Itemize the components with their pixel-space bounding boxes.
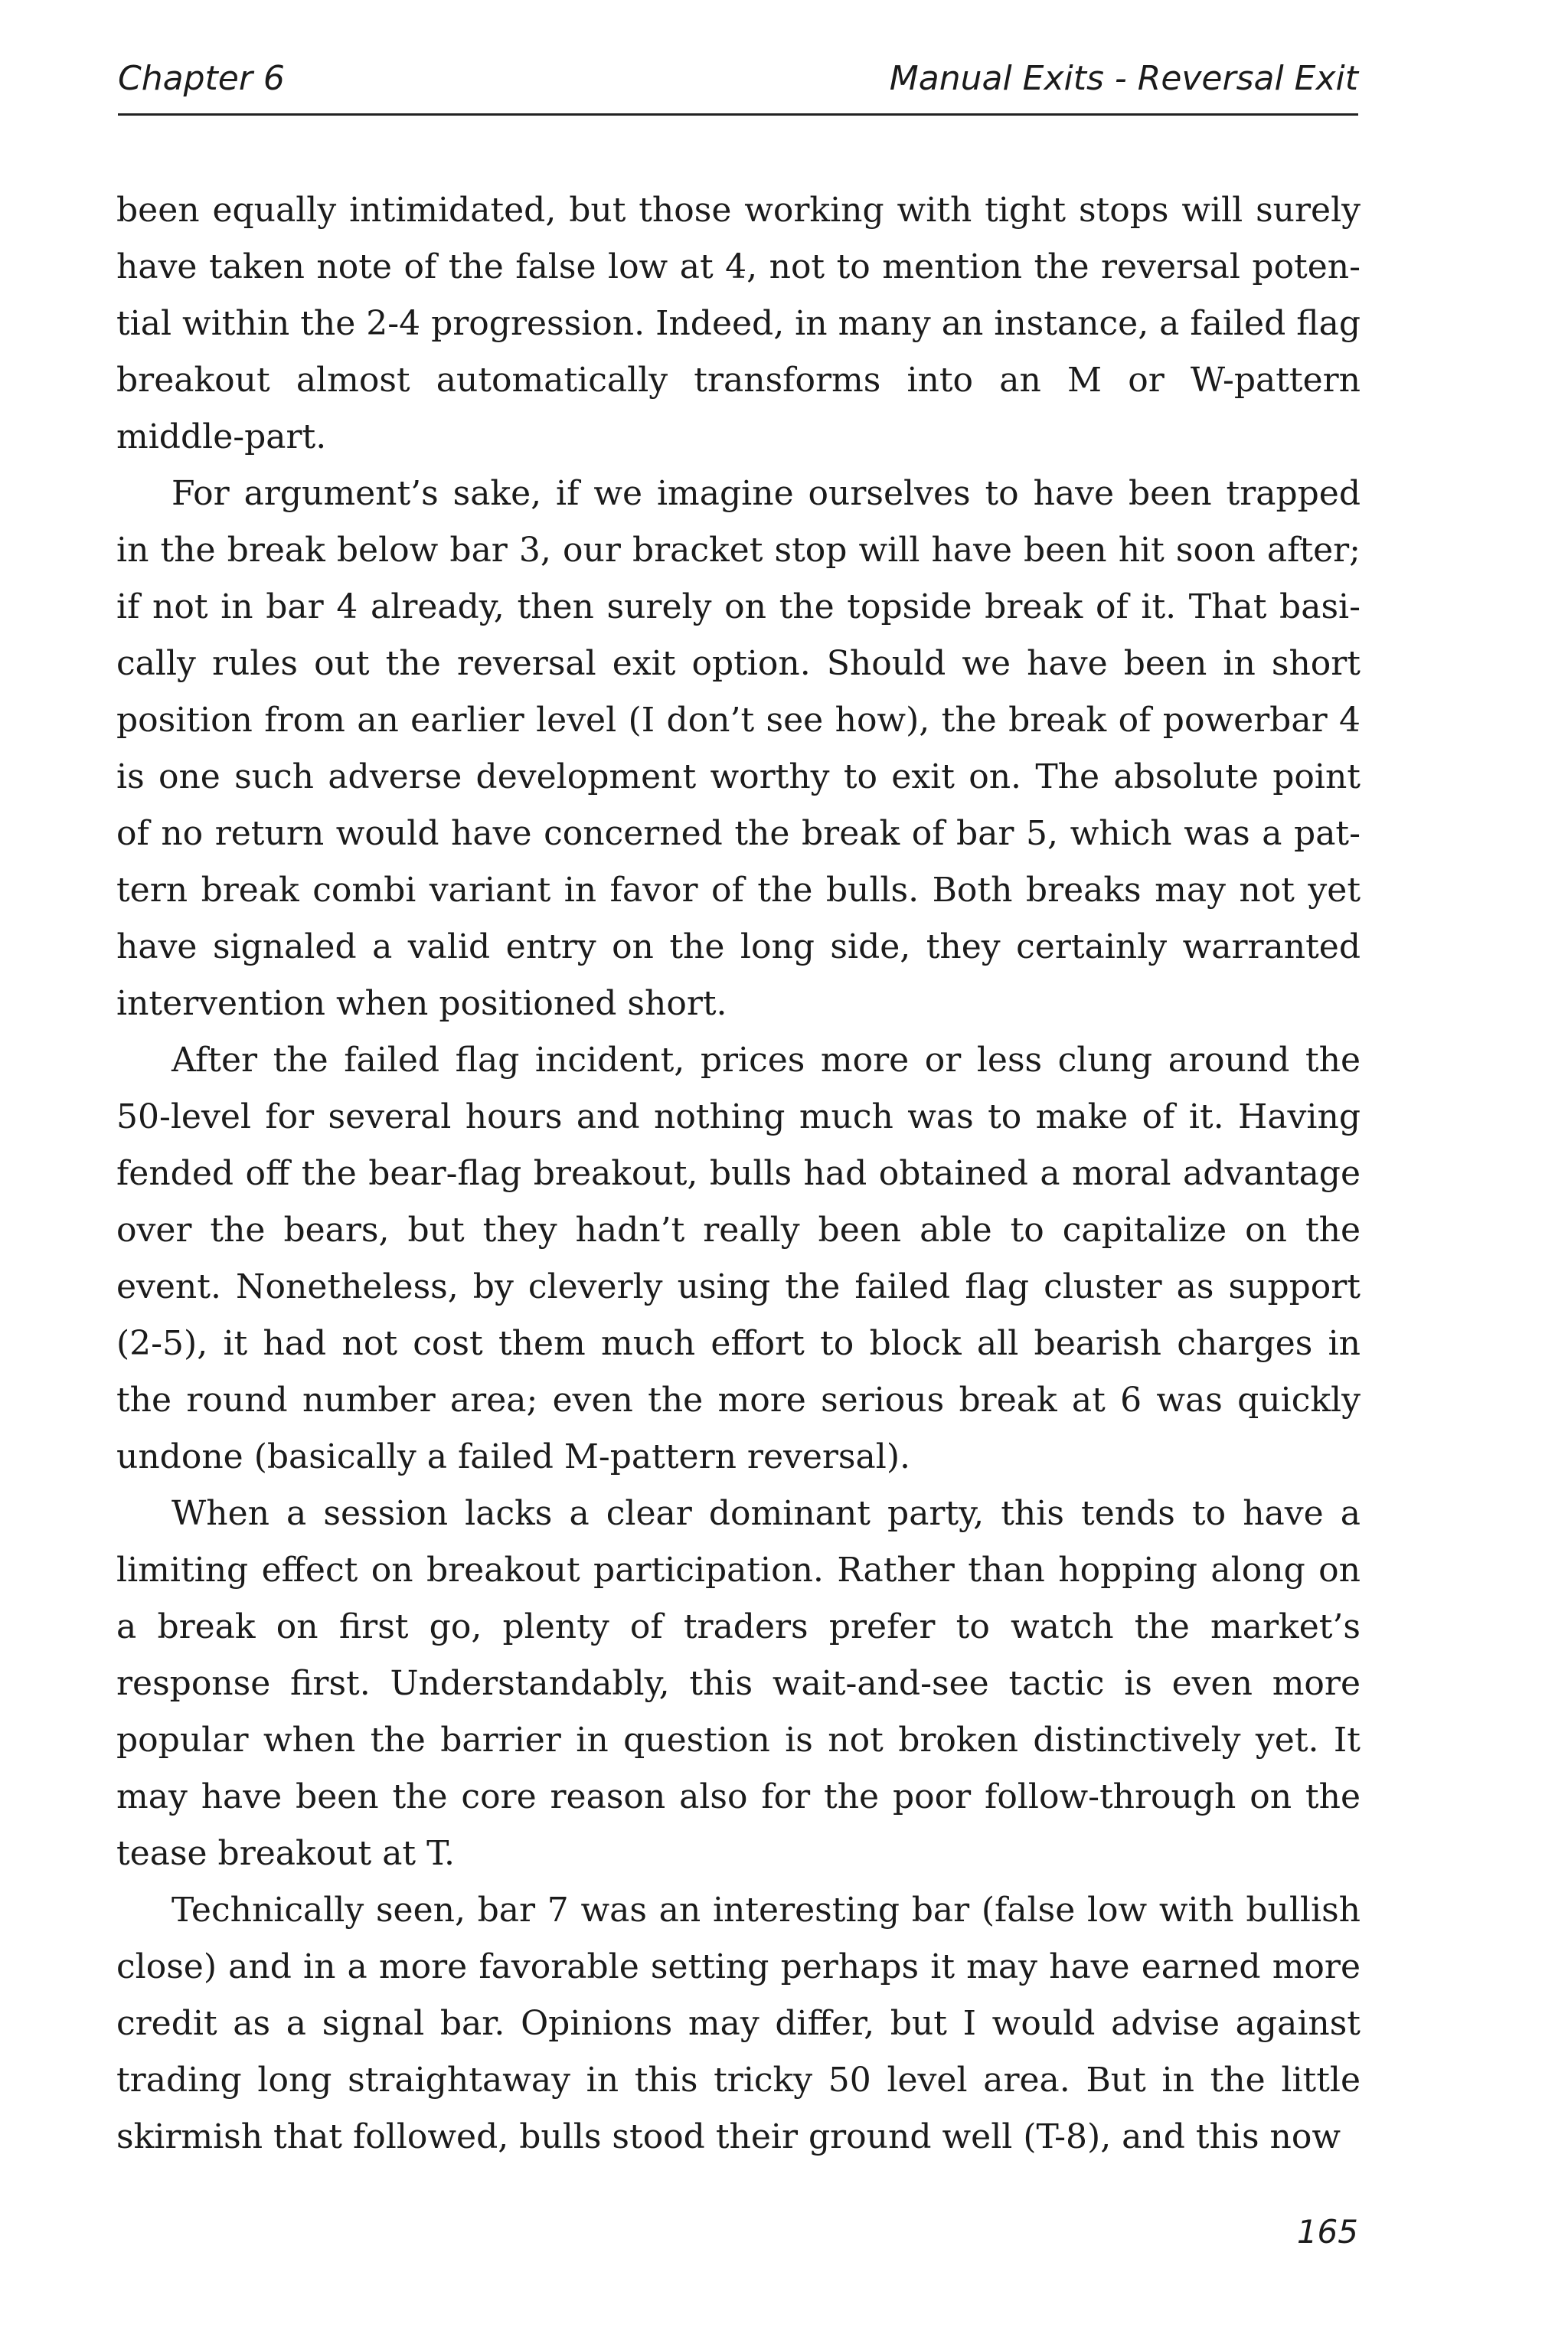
paragraph-1: been equally intimidated, but those working with tight stops will surely have taken note of the false low at 4, not to mention the reversal potential within the 2-4 progression. Indeed, in many an instance, a failed flag breakout almost automatically transforms into an M or W-pattern middle-part. [116, 191, 1361, 456]
body-text [116, 182, 1361, 2166]
chapter-label: Chapter 6 [118, 59, 285, 98]
paragraph-3: After the failed flag incident, prices more or less clung around the 50-level for several hours and nothing much was to make of it. Having fended off the bear-flag breakout, bulls had obtained a moral advantage over the bears, but they hadn’t really been able to capitalize on the event. Nonetheless, by cleverly using the failed flag cluster as support (2-5), it had not cost them much effort to block all bearish charges in the round number area; even the more serious break at 6 was quickly undone (basically a failed M-pattern reversal). [116, 1041, 1361, 1476]
running-header [118, 44, 1358, 116]
paragraph-2: For argument’s sake, if we imagine ourselves to have been trapped in the break below bar 3, our bracket stop will have been hit soon after; if not in bar 4 already, then surely on the topside break of it. That basically rules out the reversal exit option. Should we have been in short position from an earlier level (I don’t see how), the break of powerbar 4 is one such adverse development worthy to exit on. The absolute point of no return would have concerned the break of bar 5, which was a pattern break combi variant in favor of the bulls. Both breaks may not yet have signaled a valid entry on the long side, they certainly warranted intervention when positioned short. [116, 474, 1361, 1023]
paragraph-5: Technically seen, bar 7 was an interesting bar (false low with bullish close) and in a more favorable setting perhaps it may have earned more credit as a signal bar. Opinions may differ, but I would advise against trading long straightaway in this tricky 50 level area. But in the little skirmish that followed, bulls stood their ground well (T-8), and this now [116, 1891, 1361, 2156]
page-number: 165 [1296, 2213, 1358, 2251]
section-title: Manual Exits - Reversal Exit [889, 59, 1358, 98]
paragraph-4: When a session lacks a clear dominant party, this tends to have a limiting effect on breakout participation. Rather than hopping along on a break on first go, plenty of traders prefer to watch the market’s response first. Understandably, this wait-and-see tactic is even more popular when the barrier in question is not broken distinctively yet. It may have been the core reason also for the poor follow-through on the tease breakout at T. [116, 1494, 1361, 1873]
